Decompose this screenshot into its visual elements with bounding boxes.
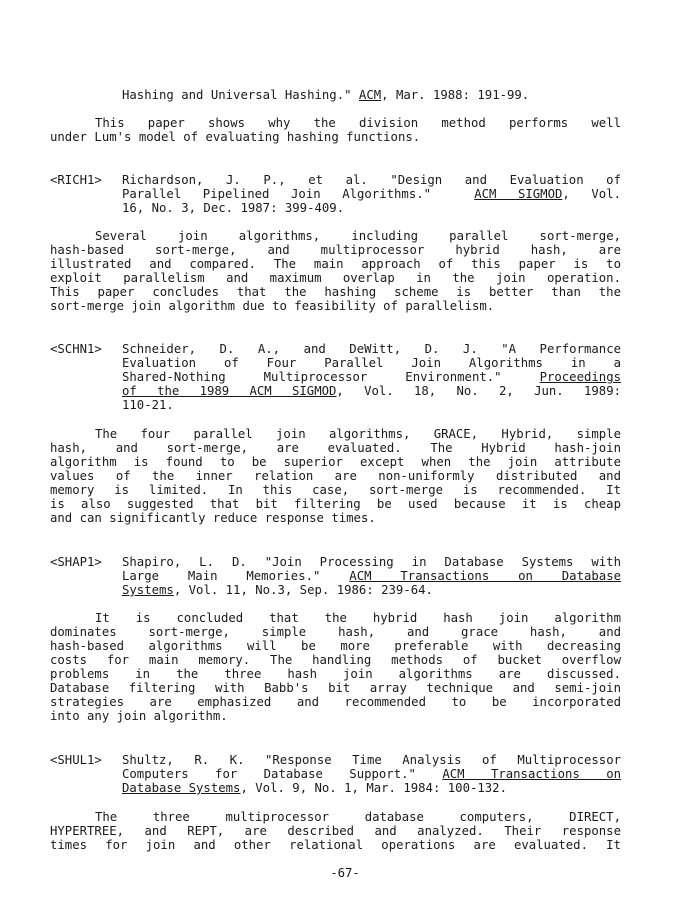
summary-line: The three multiprocessor database computers, DIRECT, [95,810,621,824]
ref-line: 110-21. [122,398,174,412]
summary-line: dominates sort-merge, simple hash, and grace hash, and [50,625,621,639]
ref-venue: ACM Transactions on [442,767,621,781]
summary-line: algorithm is found to be superior except when the join attribute [50,455,621,469]
ref-venue: ACM [358,88,382,102]
ref-line: Evaluation of Four Parallel Join Algorithms in a [122,356,621,370]
summary-line: HYPERTREE, and REPT, are described and analyzed. Their response [50,824,621,838]
ref-line: Large Main Memories." ACM Transactions on Database [122,569,622,583]
summary-line: hash, and sort-merge, are evaluated. The Hybrid hash-join [50,441,621,455]
summary-line: is also suggested that bit filtering be used because it is cheap [50,497,621,511]
ref-venue: Database Systems [122,781,241,795]
ref-line: Computers for Database Support." ACM Transactions on [122,767,621,781]
ref-venue: ACM Transactions on Database [349,569,622,583]
summary-line: illustrated and compared. The main approach of this paper is to [50,257,621,271]
entry-key: <RICH1> [50,173,102,187]
summary-line: memory is limited. In this case, sort-merge is recommended. It [50,483,621,497]
summary-line: Database filtering with Babb's bit array technique and semi-join [50,681,621,695]
summary-line: hash-based algorithms will be more preferable with decreasing [50,639,621,653]
ref-line: Shared-Nothing Multiprocessor Environment." Proceedings [122,370,621,384]
ref-line: Shapiro, L. D. "Join Processing in Database Systems with [122,555,621,569]
ref-line: Schneider, D. A., and DeWitt, D. J. "A Performance [122,342,621,356]
entry-key: <SHUL1> [50,753,102,767]
ref-line: Systems, Vol. 11, No.3, Sep. 1986: 239-64. [122,583,433,597]
ref-line: Parallel Pipelined Join Algorithms." ACM SIGMOD, Vol. [122,187,621,201]
summary-line: Several join algorithms, including parallel sort-merge, [95,229,621,243]
summary-line: costs for main memory. The handling methods of bucket overflow [50,653,621,667]
summary-line: values of the inner relation are non-uniformly distributed and [50,469,621,483]
fragment-ref-line [122,88,529,102]
ref-text: , Mar. 1988: 191-99. [381,88,530,102]
summary-line: The four parallel join algorithms, GRACE, Hybrid, simple [95,427,621,441]
ref-venue: ACM SIGMOD [474,187,563,201]
entry-key: <SHAP1> [50,555,102,569]
summary-line: sort-merge join algorithm due to feasibility of parallelism. [50,299,495,313]
summary-line: It is concluded that the hybrid hash join algorithm [95,611,621,625]
ref-line: 16, No. 3, Dec. 1987: 399-409. [122,201,345,215]
summary-line: and can significantly reduce response times. [50,511,376,525]
summary-line: into any join algorithm. [50,709,228,723]
ref-line: Shultz, R. K. "Response Time Analysis of Multiprocessor [122,753,621,767]
summary-line: hash-based sort-merge, and multiprocessor hybrid hash, are [50,243,621,257]
summary-line: problems in the three hash join algorithms are discussed. [50,667,621,681]
summary-line: under Lum's model of evaluating hashing functions. [50,130,421,144]
ref-text: Hashing and Universal Hashing." [122,88,359,102]
summary-line: This paper concludes that the hashing scheme is better than the [50,285,621,299]
summary-line: strategies are emphasized and recommended to be incorporated [50,695,621,709]
ref-line: Richardson, J. P., et al. "Design and Evaluation of [122,173,621,187]
ref-line: of the 1989 ACM SIGMOD, Vol. 18, No. 2, Jun. 1989: [122,384,621,398]
ref-line: Database Systems, Vol. 9, No. 1, Mar. 1984: 100-132. [122,781,507,795]
ref-venue: Systems [122,583,174,597]
page-number: -67- [330,866,360,880]
ref-venue: of the 1989 ACM SIGMOD [122,384,337,398]
entry-key: <SCHN1> [50,342,102,356]
summary-line: exploit parallelism and maximum overlap in the join operation. [50,271,621,285]
ref-venue: Proceedings [539,370,621,384]
summary-line: times for join and other relational operations are evaluated. It [50,838,621,852]
summary-line: This paper shows why the division method performs well [95,116,621,130]
